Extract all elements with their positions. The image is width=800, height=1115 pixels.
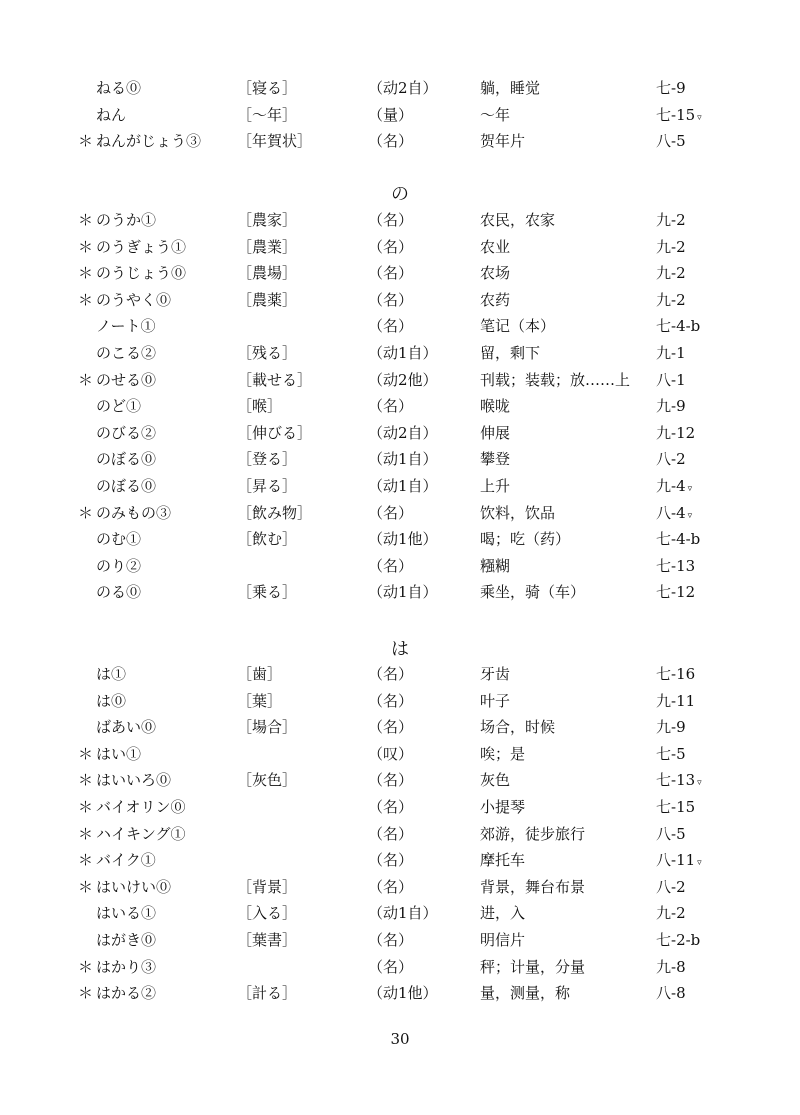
entry-row: のる⓪ ［乗る］ （动1自） 乘坐，骑（车） 七-12 — [96, 583, 696, 602]
triangle-mark-icon: ▿ — [697, 858, 702, 869]
entry-row: ＊ のうぎょう① ［農業］ （名） 农业 九-2 — [78, 237, 686, 256]
entry-row: ＊ のせる⓪ ［載せる］ （动2他） 刊载；装载；放……上 八-1 — [78, 370, 686, 389]
entry-row: は⓪ ［葉］ （名） 叶子 九-11 — [96, 691, 696, 710]
triangle-mark-icon: ▿ — [697, 112, 702, 123]
entry-row: ノート① （名） 笔记（本） 七-4-b — [96, 317, 701, 336]
entry-row: ＊ ねんがじょう③ ［年賀状］ （名） 贺年片 八-5 — [78, 132, 686, 151]
triangle-mark-icon: ▿ — [697, 778, 702, 789]
triangle-mark-icon: ▿ — [687, 483, 693, 494]
entry-row: ＊ のみもの③ ［飲み物］ （名） 饮料，饮品 八-4 ▿ — [78, 503, 693, 522]
entry-row: ＊ のうやく⓪ ［農薬］ （名） 农药 九-2 — [78, 290, 686, 309]
entry-row: ねん ［～年］ （量） ～年 七-15 ▿ — [96, 105, 702, 124]
entry-row: ＊ はい① （叹） 唉；是 七-5 — [78, 744, 686, 763]
entry-row: はがき⓪ ［葉書］ （名） 明信片 七-2-b — [96, 930, 701, 949]
entry-row: ＊ のうじょう⓪ ［農場］ （名） 农场 九-2 — [78, 264, 686, 283]
triangle-mark-icon: ▿ — [687, 510, 693, 521]
entry-row: ＊ のうか① ［農家］ （名） 农民，农家 九-2 — [78, 211, 686, 229]
entry-row: ねる⓪ ［寝る］ （动2自） 躺，睡觉 七-9 — [96, 79, 686, 97]
entry-row: のぼる⓪ ［登る］ （动1自） 攀登 八-2 — [96, 450, 686, 469]
entry-row: ＊ バイク① （名） 摩托车 八-11 ▿ — [78, 851, 702, 870]
entry-row: ばあい⓪ ［場合］ （名） 场合，时候 九-9 — [96, 718, 686, 737]
section-heading-no: の — [391, 184, 409, 205]
entry-row: のぼる⓪ ［昇る］ （动1自） 上升 九-4 ▿ — [96, 476, 693, 495]
entry-row: のど① ［喉］ （名） 喉咙 九-9 — [96, 397, 686, 416]
entry-row: ＊ はいいろ⓪ ［灰色］ （名） 灰色 七-13 ▿ — [78, 771, 702, 790]
entry-row: ＊ はいけい⓪ ［背景］ （名） 背景，舞台布景 八-2 — [78, 877, 686, 896]
entry-row: ＊ ハイキング① （名） 郊游，徒步旅行 八-5 — [78, 824, 686, 843]
section-heading-ha: は — [391, 639, 409, 660]
entry-row: ＊ はかる② ［計る］ （动1他） 量，测量，称 八-8 — [78, 984, 686, 1003]
section-ne — [0, 75, 800, 155]
entry-row: はいる① ［入る］ （动1自） 进，入 九-2 — [96, 904, 686, 923]
entry-row: ＊ バイオリン⓪ （名） 小提琴 七-15 — [78, 797, 696, 816]
section-ha — [0, 661, 800, 1033]
page-number: 30 — [390, 1030, 410, 1048]
entry-row: のこる② ［残る］ （动1自） 留，剩下 九-1 — [96, 343, 686, 362]
entry-row: は① ［歯］ （名） 牙齿 七-16 — [96, 665, 696, 683]
section-no — [0, 207, 800, 606]
entry-row: のむ① ［飲む］ （动1他） 喝；吃（药） 七-4-b — [96, 530, 701, 549]
entry-row: ＊ はかり③ （名） 秤；计量，分量 九-8 — [78, 957, 686, 976]
entry-row: のびる② ［伸びる］ （动2自） 伸展 九-12 — [96, 423, 696, 442]
entry-row: のり② （名） 糨糊 七-13 — [96, 556, 696, 575]
